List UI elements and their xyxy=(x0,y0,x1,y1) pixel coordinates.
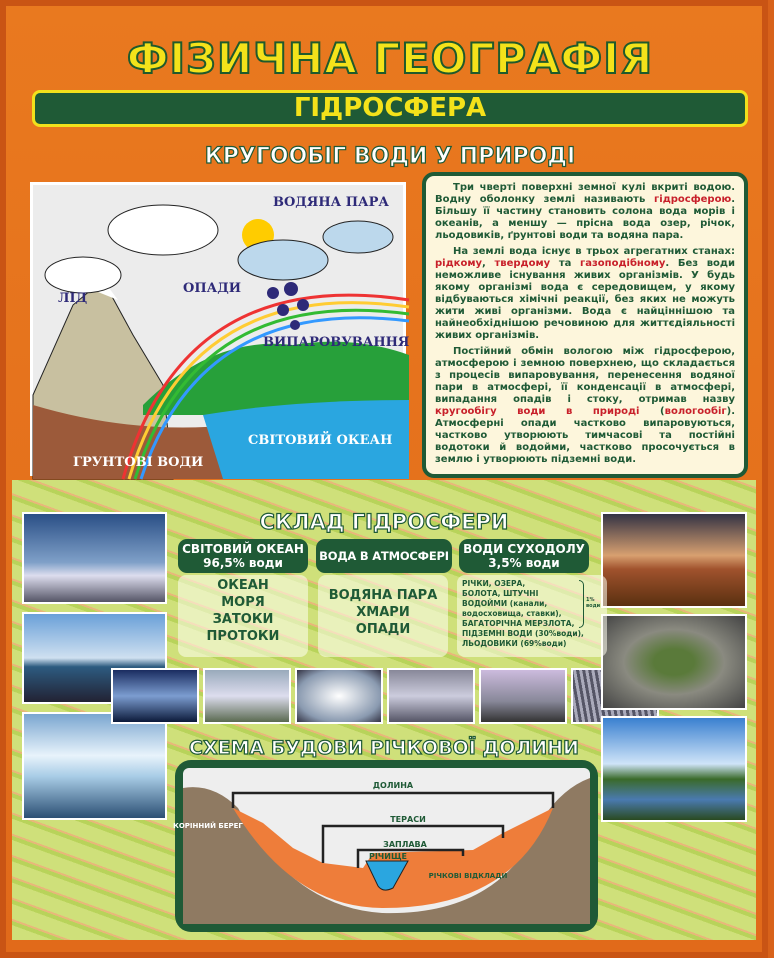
cycle-heading: КРУГООБІГ ВОДИ У ПРИРОДІ xyxy=(204,144,576,169)
ocean-header: СВІТОВИЙ ОКЕАН 96,5% води xyxy=(178,539,308,573)
label-precip: ОПАДИ xyxy=(183,281,242,296)
paragraph-2: На землі вода існує в трьох агрегатних станах: рідкому, твердому та газоподібному. Без води неможливе існування живих організмів. У будь якому організмі вода є середовищем, у якому відбуваються хімічні реакції, без яких не можуть жити живі організми. Вода є найціннішою та найнеобхіднішою речовиною для життєдіяльності живих організмів. xyxy=(435,246,735,341)
valley-label: ДОЛИНА xyxy=(372,781,414,790)
channel-label: РІЧИЩЕ xyxy=(368,852,408,861)
terraces-label: ТЕРАСИ xyxy=(390,815,426,824)
brace-note: 1% води xyxy=(586,597,601,609)
photo-river xyxy=(601,716,747,822)
composition-heading: СКЛАД ГІДРОСФЕРИ xyxy=(259,510,509,534)
photo-geyser xyxy=(203,668,291,724)
land-list: РІЧКИ, ОЗЕРА, БОЛОТА, ШТУЧНІ ВОДОЙМИ (канали, водосховища, ставки), БАГАТОРІЧНА МЕРЗЛОТА, ПІДЗЕМНІ ВОДИ (30%води), ЛЬОДОВИКИ (69%води) 1% води xyxy=(457,575,607,657)
paragraph-3: Постійний обмін вологою між гідросферою, атмосферою і земною поверхнею, що складається з процесів випаровування, перенесення водяної пари в атмосфері, її конденсації в атмосфері, випадання опадів і стоку, отримав назву кругообігу води в природі (вологообіг). Атмосферні опади частково випаровуються, частково утворюють тимчасові та постійні водотоки й водойми, частково просочується в землю і утворюють підземні води. xyxy=(435,346,735,465)
water-cycle-diagram xyxy=(30,182,410,476)
valley-illustration xyxy=(173,768,590,924)
photo-snow xyxy=(387,668,475,724)
label-evap: ВИПАРОВУВАННЯ xyxy=(263,335,410,350)
atmo-list: ВОДЯНА ПАРА ХМАРИ ОПАДИ xyxy=(318,575,448,657)
paragraph-1: Три чверті поверхні земної кулі вкриті водою. Водну оболонку землі називають гідросферою. Більшу її частину становить солона вода морів і океанів, а меншу — прісна вода озер, річок, льодовиків, ґрунтові води та водяна пара. xyxy=(435,182,735,241)
photo-sunset-sea xyxy=(111,668,199,724)
photo-clouds xyxy=(295,668,383,724)
photo-sinkhole xyxy=(601,614,747,710)
label-ground: ГРУНТОВІ ВОДИ xyxy=(73,455,204,470)
poster-title: ФІЗИЧНА ГЕОГРАФІЯ xyxy=(126,34,654,83)
floodplain-label: ЗАПЛАВА xyxy=(383,840,427,849)
river-valley-diagram xyxy=(175,760,598,932)
photo-iceberg xyxy=(22,712,167,820)
label-vapor: ВОДЯНА ПАРА xyxy=(273,195,389,210)
bank-label: КОРІННИЙ БЕРЕГ xyxy=(173,822,243,830)
subtitle-bar: ГІДРОСФЕРА xyxy=(32,90,748,127)
deposits-label: РІЧКОВІ ВІДКЛАДИ xyxy=(428,872,508,880)
valley-heading: СХЕМА БУДОВИ РІЧКОВОЇ ДОЛИНИ xyxy=(189,737,579,759)
label-ocean: СВІТОВИЙ ОКЕАН xyxy=(248,433,393,448)
brace xyxy=(579,580,584,628)
photo-mountains xyxy=(479,668,567,724)
atmo-header: ВОДА В АТМОСФЕРІ xyxy=(316,539,452,573)
info-text-box xyxy=(422,172,748,478)
ocean-list: ОКЕАН МОРЯ ЗАТОКИ ПРОТОКИ xyxy=(178,575,308,657)
label-ice: ЛІД xyxy=(58,291,88,306)
land-header: ВОДИ СУХОДОЛУ 3,5% води xyxy=(459,539,589,573)
